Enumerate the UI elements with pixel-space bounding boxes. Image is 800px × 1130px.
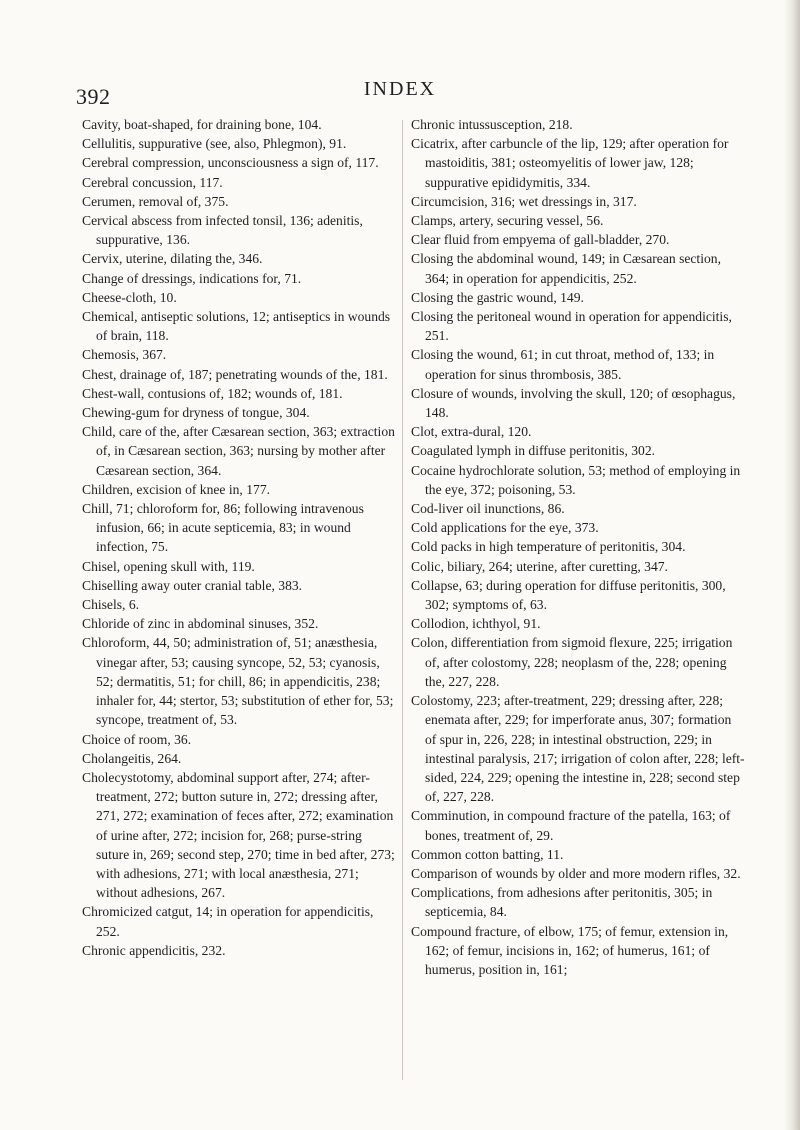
index-entry: Compound fracture, of elbow, 175; of femur, extension in, 162; of femur, incisions in, 162; of humerus, 161; of humerus, position in, 161;	[411, 923, 729, 977]
index-entry: Chronic intussusception, 218.	[411, 117, 573, 132]
index-entry: Cerumen, removal of, 375.	[82, 193, 229, 209]
index-entry: Closing the wound, 61; in cut throat, method of, 133; in operation for sinus thrombosis, 385.	[411, 347, 715, 382]
index-entry: Cholangeitis, 264.	[82, 750, 182, 766]
index-entry: Chromicized catgut, 14; in operation for appendicitis, 252.	[82, 904, 374, 939]
index-entry: Cheese-cloth, 10.	[82, 289, 177, 305]
index-entry: Chisels, 6.	[82, 597, 140, 613]
index-entry: Chewing-gum for dryness of tongue, 304.	[82, 405, 310, 421]
index-entry: Chisel, opening skull with, 119.	[82, 558, 255, 574]
index-entry: Collapse, 63; during operation for diffuse peritonitis, 300, 302; symptoms of, 63.	[411, 577, 726, 613]
index-entry: Chill, 71; chloroform for, 86; following intravenous infusion, 66; in acute septicemia, 83; in wound infection, 75.	[82, 501, 364, 555]
index-entry: Child, care of the, after Cæsarean section, 363; extraction of, in Cæsarean section, 363; nursing by mother after Cæsarean section, 364.	[82, 424, 395, 478]
index-entry: Comparison of wounds by older and more modern rifles, 32.	[411, 865, 741, 881]
index-entry: Children, excision of knee in, 177.	[82, 481, 271, 497]
index-entry: Closing the gastric wound, 149.	[411, 289, 584, 305]
index-column-right	[411, 115, 746, 979]
index-entry: Coagulated lymph in diffuse peritonitis, 302.	[411, 443, 656, 459]
index-entry: Cerebral concussion, 117.	[82, 174, 223, 190]
index-entry: Choice of room, 36.	[82, 731, 192, 747]
index-entry: Chest-wall, contusions of, 182; wounds of, 181.	[82, 385, 343, 401]
page-number: 392	[76, 84, 111, 109]
running-head: INDEX	[363, 78, 437, 100]
index-entry: Circumcision, 316; wet dressings in, 317.	[411, 193, 637, 209]
index-entry: Chronic appendicitis, 232.	[82, 942, 226, 958]
index-entry: Clamps, artery, securing vessel, 56.	[411, 213, 604, 229]
index-entry: Chemosis, 367.	[82, 347, 167, 363]
index-entry: Closure of wounds, involving the skull, 120; of œsophagus, 148.	[411, 385, 736, 421]
index-entry: Cellulitis, suppurative (see, also, Phlegmon), 91.	[82, 136, 347, 152]
index-entry: Cervix, uterine, dilating the, 346.	[82, 251, 263, 267]
page-edge-shadow	[784, 0, 800, 1130]
index-entry: Cervical abscess from infected tonsil, 136; adenitis, suppurative, 136.	[82, 213, 363, 248]
index-entry: Cicatrix, after carbuncle of the lip, 129; after operation for mastoiditis, 381; osteomyelitis of lower jaw, 128; suppurative epididymitis, 334.	[411, 136, 729, 190]
index-entry: Cerebral compression, unconsciousness a sign of, 117.	[82, 155, 379, 171]
index-entry: Chest, drainage of, 187; penetrating wounds of the, 181.	[82, 366, 388, 382]
index-entry: Chiselling away outer cranial table, 383.	[82, 577, 303, 593]
index-entry: Colostomy, 223; after-treatment, 229; dressing after, 228; enemata after, 229; for imperforate anus, 307; formation of spur in, 226, 228; in intestinal obstruction, 229; in intestinal paralysis, 217; irrigation of colon after, 228; left-sided, 224, 229; opening the intestine in, 228; second step of, 227, 228.	[411, 693, 745, 805]
index-entry: Cocaine hydrochlorate solution, 53; method of employing in the eye, 372; poisoning, 53.	[411, 462, 741, 497]
index-entry: Colic, biliary, 264; uterine, after curetting, 347.	[411, 558, 668, 574]
index-column-left	[82, 115, 396, 960]
index-entry: Cold packs in high temperature of peritonitis, 304.	[411, 539, 686, 555]
index-entry: Collodion, ichthyol, 91.	[411, 616, 541, 632]
index-entry: Comminution, in compound fracture of the patella, 163; of bones, treatment of, 29.	[411, 808, 731, 843]
index-entry: Closing the peritoneal wound in operation for appendicitis, 251.	[411, 309, 732, 344]
index-entry: Clear fluid from empyema of gall-bladder, 270.	[411, 232, 670, 248]
index-entry: Cold applications for the eye, 373.	[411, 520, 599, 536]
index-entry: Closing the abdominal wound, 149; in Cæsarean section, 364; in operation for appendicitis, 252.	[411, 251, 721, 286]
index-entry: Chloride of zinc in abdominal sinuses, 352.	[82, 616, 319, 632]
index-entry: Common cotton batting, 11.	[411, 846, 564, 862]
index-entry: Complications, from adhesions after peritonitis, 305; in septicemia, 84.	[411, 885, 713, 920]
index-entry: Colon, differentiation from sigmoid flexure, 225; irrigation of, after colostomy, 228; neoplasm of the, 228; opening the, 227, 228.	[411, 635, 733, 689]
index-entry: Cholecystotomy, abdominal support after, 274; after-treatment, 272; button suture in, 272; dressing after, 271, 272; examination of feces after, 272; examination of urine after, 272; incision for, 268; purse-string suture in, 269; second step, 270; time in bed after, 273; with adhesions, 271; with local anæsthesia, 271; without adhesions, 267.	[82, 769, 395, 901]
index-entry: Chloroform, 44, 50; administration of, 51; anæsthesia, vinegar after, 53; causing syncope, 52, 53; cyanosis, 52; dermatitis, 51; for chill, 86; in appendicitis, 238; inhaler for, 44; stertor, 53; substitution of ether for, 53; syncope, treatment of, 53.	[82, 635, 394, 728]
index-entry: Cod-liver oil inunctions, 86.	[411, 501, 565, 517]
index-entry: Clot, extra-dural, 120.	[411, 424, 532, 440]
column-divider	[402, 120, 403, 1080]
index-entry: Chemical, antiseptic solutions, 12; antiseptics in wounds of brain, 118.	[82, 309, 391, 344]
index-entry: Change of dressings, indications for, 71.	[82, 270, 302, 286]
index-entry: Cavity, boat-shaped, for draining bone, 104.	[82, 117, 322, 132]
